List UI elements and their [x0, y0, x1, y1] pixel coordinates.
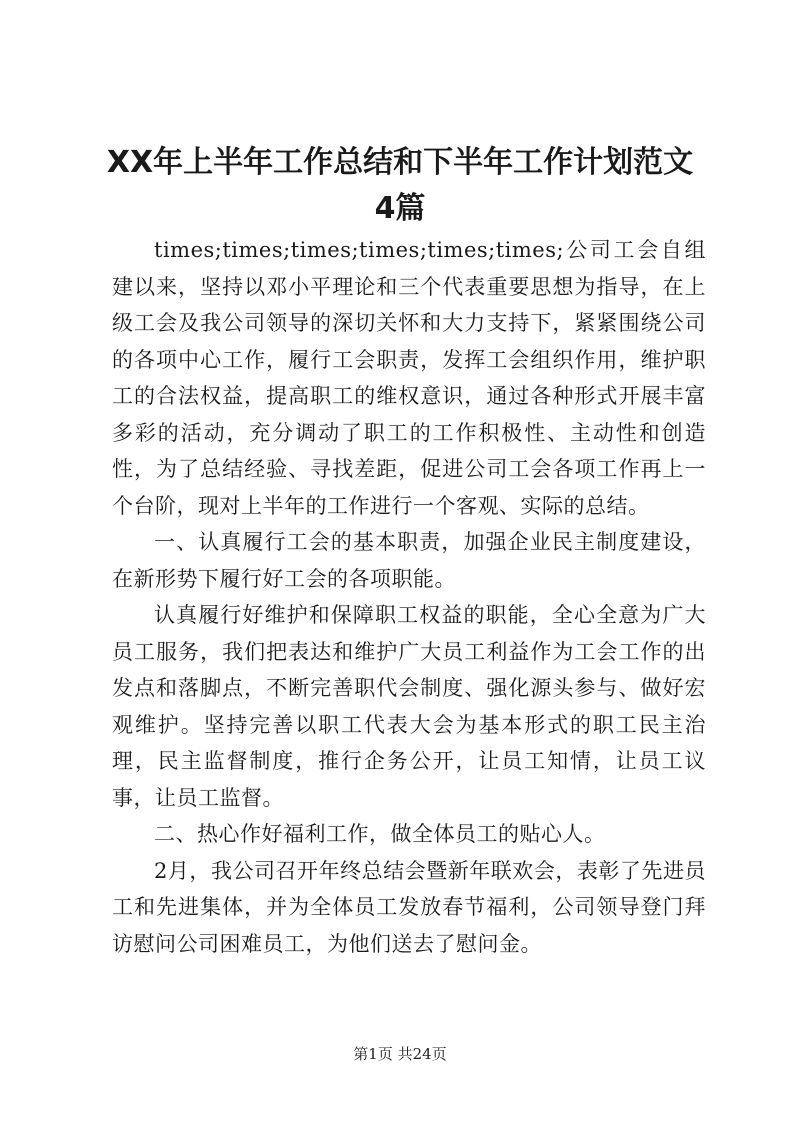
document-body — [112, 232, 706, 962]
paragraph-section-2-body: 2月，我公司召开年终总结会暨新年联欢会，表彰了先进员工和先进集体，并为全体员工发放春节福利，公司领导登门拜访慰问公司困难员工，为他们送去了慰问金。 — [112, 858, 706, 956]
paragraph-intro: times;times;times;times;times;times;公司工会自组建以来，坚持以邓小平理论和三个代表重要思想为指导，在上级工会及我公司领导的深切关怀和大力支持下，紧紧围绕公司的各项中心工作，履行工会职责，发挥工会组织作用，维护职工的合法权益，提高职工的维权意识，通过各种形式开展丰富多彩的活动，充分调动了职工的工作积极性、主动性和创造性，为了总结经验、寻找差距，促进公司工会各项工作再上一个台阶，现对上半年的工作进行一个客观、实际的总结。 — [112, 238, 706, 518]
document-title — [100, 140, 700, 232]
title-line-1: XX年上半年工作总结和下半年工作计划范文 — [106, 145, 694, 180]
paragraph-section-1-body: 认真履行好维护和保障职工权益的职能，全心全意为广大员工服务，我们把表达和维护广大员工利益作为工会工作的出发点和落脚点，不断完善职代会制度、强化源头参与、做好宏观维护。坚持完善以职工代表大会为基本形式的职工民主治理，民主监督制度，推行企务公开，让员工知情，让员工议事，让员工监督。 — [112, 603, 706, 810]
title-line-2: 4篇 — [374, 191, 426, 226]
paragraph-section-1-heading: 一、认真履行工会的基本职责，加强企业民主制度建设，在新形势下履行好工会的各项职能。 — [112, 530, 706, 591]
paragraph-section-2-heading: 二、热心作好福利工作，做全体员工的贴心人。 — [154, 822, 606, 846]
page-footer: 第1页 共24页 — [353, 1045, 447, 1063]
